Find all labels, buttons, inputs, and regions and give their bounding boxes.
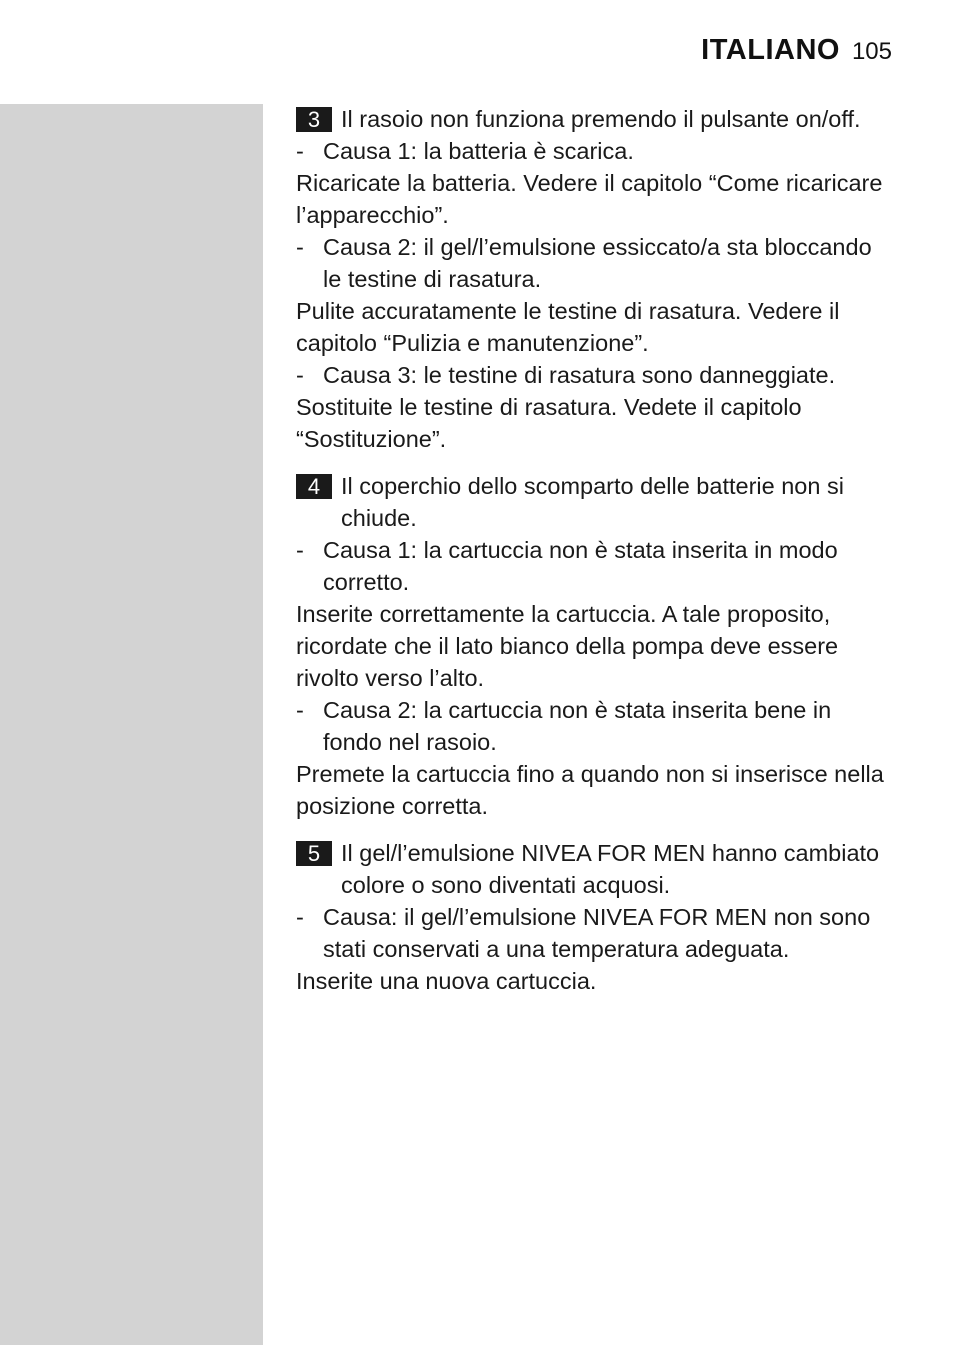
page-header xyxy=(701,34,892,67)
problem-title: Il rasoio non funziona premendo il pulsante on/off. xyxy=(341,106,861,132)
cause-text: Causa 2: il gel/l’emulsione essiccato/a sta bloccando le testine di rasatura. xyxy=(323,234,872,292)
cause-text: Causa 3: le testine di rasatura sono danneggiate. xyxy=(323,362,836,388)
dash-bullet: - xyxy=(296,234,304,260)
remedy-text: Sostituite le testine di rasatura. Vedete il capitolo “Sostituzione”. xyxy=(296,394,802,452)
problem-heading xyxy=(296,470,896,534)
problem-section xyxy=(296,837,896,997)
page-number: 105 xyxy=(851,38,892,65)
problem-section xyxy=(296,470,896,822)
cause-item xyxy=(296,135,896,167)
cause-text: Causa 2: la cartuccia non è stata inserita bene in fondo nel rasoio. xyxy=(323,697,832,755)
problem-title: Il coperchio dello scomparto delle batterie non si chiude. xyxy=(341,473,844,531)
dash-bullet: - xyxy=(296,904,304,930)
problem-title: Il gel/l’emulsione NIVEA FOR MEN hanno cambiato colore o sono diventati acquosi. xyxy=(341,840,880,898)
remedy-text: Ricaricate la batteria. Vedere il capitolo “Come ricaricare l’apparecchio”. xyxy=(296,170,883,228)
problem-number-badge: 5 xyxy=(296,841,332,866)
dash-bullet: - xyxy=(296,362,304,388)
remedy-text: Pulite accuratamente le testine di rasatura. Vedere il capitolo “Pulizia e manutenzione”. xyxy=(296,298,840,356)
problem-number-badge: 3 xyxy=(296,107,332,132)
gray-sidebar xyxy=(0,104,263,1345)
troubleshooting-content xyxy=(296,103,896,1012)
cause-item xyxy=(296,534,896,598)
cause-item xyxy=(296,694,896,758)
remedy-text: Premete la cartuccia fino a quando non si inserisce nella posizione corretta. xyxy=(296,761,884,819)
cause-text: Causa 1: la cartuccia non è stata inserita in modo corretto. xyxy=(323,537,838,595)
cause-text: Causa 1: la batteria è scarica. xyxy=(323,138,634,164)
dash-bullet: - xyxy=(296,138,304,164)
cause-item xyxy=(296,359,896,391)
dash-bullet: - xyxy=(296,537,304,563)
language-label: ITALIANO xyxy=(701,34,840,66)
dash-bullet: - xyxy=(296,697,304,723)
remedy-text: Inserite una nuova cartuccia. xyxy=(296,968,597,994)
remedy-text: Inserite correttamente la cartuccia. A tale proposito, ricordate che il lato bianco della pompa deve essere rivolto verso l’alto. xyxy=(296,601,839,691)
problem-heading xyxy=(296,103,896,135)
problem-section xyxy=(296,103,896,455)
cause-item xyxy=(296,901,896,965)
cause-text: Causa: il gel/l’emulsione NIVEA FOR MEN non sono stati conservati a una temperatura adeguata. xyxy=(323,904,871,962)
problem-number-badge: 4 xyxy=(296,474,332,499)
cause-item xyxy=(296,231,896,295)
problem-heading xyxy=(296,837,896,901)
